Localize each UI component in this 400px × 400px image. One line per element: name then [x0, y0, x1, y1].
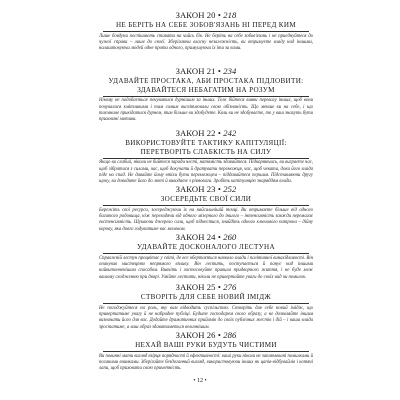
- law-22: [99, 128, 313, 186]
- law-description: Лише бовдуни поспішають ставати на чийсь бік. Не беріть на себе зобов'язань і не приєднуйтеся до чужої справи – лише до своєї. Зберігаючи власну незалежність, ви отримуєте владу над іншими, налаштовуючи людей одне проти одного, примушуючи їх іти за вами.: [99, 33, 313, 52]
- law-title: УДАВАЙТЕ ПРОСТАКА, АБИ ПРОСТАКА ПІДЛОВИТИ: ЗДАВАЙТЕСЯ НЕБАГАТИМ НА РОЗУМ: [108, 77, 304, 94]
- law-page-number: 252: [223, 184, 237, 194]
- divider-rule: [103, 253, 309, 254]
- law-heading: ЗАКОН 24 • 260: [175, 232, 237, 242]
- law-page-number: 260: [223, 232, 237, 242]
- law-24: [99, 232, 313, 281]
- law-description: Якщо ви слабші, ніколи не бийтеся заради честі, натомість здавайтеся. Підкоряючись, ви виграєте час, щоб зібратися з силами, час, щоб докучати й дратувати переможця, час, щоб чекати, доки його влада піде на спад. Не давайте йому втіхи бути переможцем – піддавайтеся першим. Підставляючи другу щоку, ви доводите його до люті й виводите з рівноваги. Зробіть капітуляцію знаряддям влади.: [99, 160, 313, 185]
- law-description: Нікому не подобається почуватися дурнішим за інших. Тож бійтеся вияви перевагу інших, щоб вони почувалися кмітливими і тим самим висвітлювали свою обізнаність. Що менше ви на себе, і що таємниче прикідатися дурнем, тим більше ви здобудете. Коли ви не здобуваєте, то у ваш знахуть бути приховані мотиви.: [99, 98, 313, 123]
- divider-rule: [103, 96, 309, 97]
- law-title: НЕХАЙ ВАШІ РУКИ БУДУТЬ ЧИСТИМИ: [135, 341, 277, 349]
- page-number: • 12 •: [193, 378, 207, 384]
- law-heading: ЗАКОН 20 • 218: [175, 10, 237, 20]
- law-25: [99, 282, 313, 331]
- divider-rule: [103, 351, 309, 352]
- divider-rule: [103, 205, 309, 206]
- law-23: [99, 184, 313, 233]
- law-title: УДАВАЙТЕ ДОСКОНАЛОГО ЛЕСТУНА: [137, 243, 275, 251]
- divider-rule: [103, 31, 309, 32]
- law-page-number: 276: [223, 282, 237, 292]
- law-title: НЕ БЕРІТЬ НА СЕБЕ ЗОБОВ'ЯЗАНЬ НІ ПЕРЕД КИМ: [115, 21, 297, 29]
- law-page-number: 218: [223, 10, 237, 20]
- law-description: Справжній лестун процвітає у світі, де все обертається навколо влади і політичної винахідливості. Він опанував мистецтво непрямого впливу. Він лестить, поступається й панує над іншими найвитонченішим способом. Вивчіть і застосовуйте правила придворного життя, і не буде меж вашому сходженню при дворі. Умійте лестити, ніколи не привертайте уваги до своїх вад чи помилок.: [99, 255, 313, 280]
- law-26: [99, 330, 313, 373]
- law-21: [99, 66, 313, 124]
- law-title: ЗОСЕРЕДЬТЕ СВОЇ СИЛИ: [160, 195, 252, 203]
- law-heading: ЗАКОН 21 • 234: [175, 66, 237, 76]
- divider-rule: [103, 303, 309, 304]
- law-title: ВИКОРИСТОВУЙТЕ ТАКТИКУ КАПІТУЛЯЦІЇ: ПЕРЕТВОРІТЬ СЛАБКІСТЬ НА СИЛУ: [125, 139, 287, 156]
- divider-rule: [103, 158, 309, 159]
- law-20: [99, 10, 313, 53]
- law-heading: ЗАКОН 25 • 276: [175, 282, 237, 292]
- law-heading: ЗАКОН 23 • 252: [175, 184, 237, 194]
- law-page-number: 286: [223, 330, 237, 340]
- law-page-number: 242: [223, 128, 237, 138]
- law-title: СТВОРІТЬ ДЛЯ СЕБЕ НОВИЙ ІМІДЖ: [140, 293, 272, 301]
- law-heading: ЗАКОН 22 • 242: [175, 128, 237, 138]
- law-heading: ЗАКОН 26 • 286: [175, 330, 237, 340]
- law-description: Ви повинні мати вигляд взірця порядності й ефективності: ваші руки ніколи не заплямовані помилками й поганими вчинками. Зберігайте бездоганний вигляд, використовуючи інших як цапів-відбувайлів і котячі лапи, щоб приховати свою причетність.: [99, 353, 313, 372]
- law-description: Бережіть свої ресурси, зосереджуючи їх на найсильнішій точці. Ви отримаєте більше від одного багатого родовища, ніж переходячи від одного мізерного до іншого – інтенсивність завжди перемагає екстенсивність. Шукаючи джерело сили, щоб піднестися, знайдіть одного ключового патрона – дійну корову, яка довго годуватиме вас молоком.: [99, 207, 313, 232]
- law-page-number: 234: [223, 66, 237, 76]
- law-description: Не погоджуйтеся на роль, яку вам відводить суспільство. Створіть для себе новий імідж, що привертатиме увагу й не набридне публіці. Будьте господарем свого образу, а не дозволяйте іншим визначати його для вас. Додайте драматичних прийомів до своїх публічних жестів і дій – і ваша влада зростатиме, а ваш образ здаватиметься величнішим.: [99, 305, 313, 330]
